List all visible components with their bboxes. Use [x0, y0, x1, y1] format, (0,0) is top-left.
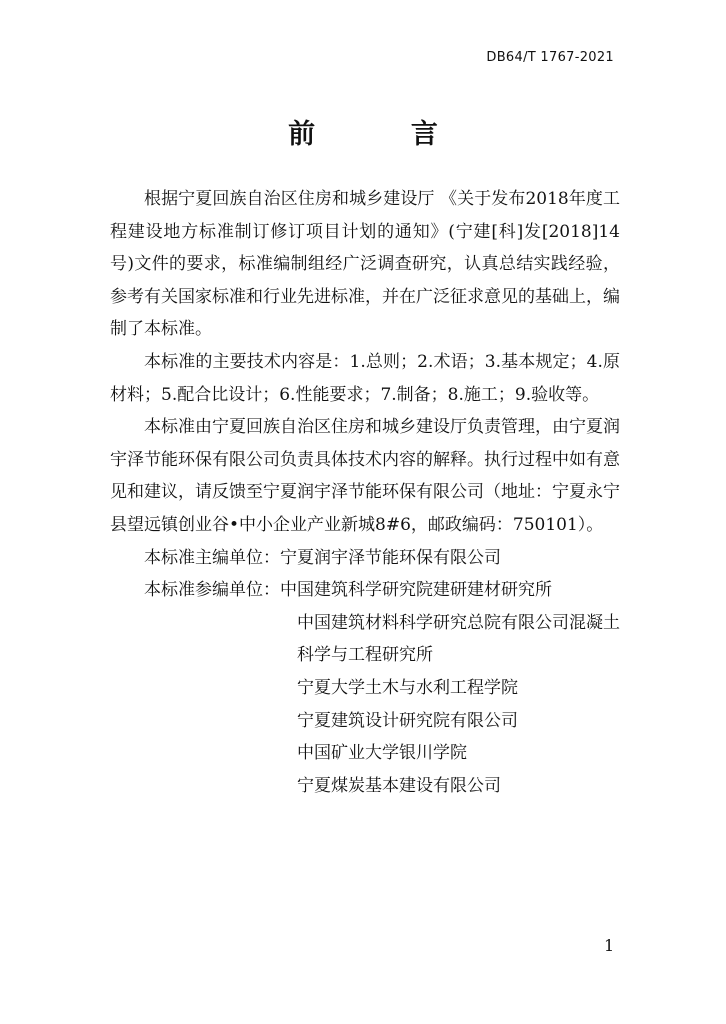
standard-code: DB64/T 1767-2021 — [486, 50, 614, 65]
chief-unit-label: 本标准主编单位： — [144, 547, 280, 568]
participating-unit-item: 中国建筑科学研究院建研建材研究所 — [280, 580, 552, 601]
paragraph-basis: 根据宁夏回族自治区住房和城乡建设厅 《关于发布2018年度工程建设地方标准制订修订项目计划的通知》(宁建[科]发[2018]14号)文件的要求，标准编制组经广泛调查研究，认真总结实践经验，参考有关国家标准和行业先进标准，并在广泛征求意见的基础上，编制了本标准。 — [110, 189, 620, 340]
paragraph-contents: 本标准的主要技术内容是：1.总则；2.术语；3.基本规定；4.原材料；5.配合比设计；6.性能要求；7.制备；8.施工；9.验收等。 — [110, 351, 620, 405]
chief-unit-row — [110, 542, 620, 575]
page-number: 1 — [604, 936, 615, 955]
paragraph-management: 本标准由宁夏回族自治区住房和城乡建设厅负责管理，由宁夏润宇泽节能环保有限公司负责具体技术内容的解释。执行过程中如有意见和建议，请反馈至宁夏润宇泽节能环保有限公司（地址：宁夏永宁县望远镇创业谷•中小企业产业新城8#6，邮政编码：750101）。 — [110, 417, 620, 535]
participating-unit-item: 中国建筑材料科学研究总院有限公司混凝土科学与工程研究所 — [297, 612, 620, 666]
participating-unit-row — [110, 574, 620, 607]
participating-unit-label: 本标准参编单位： — [144, 580, 280, 601]
foreword-body — [110, 183, 620, 802]
participating-unit-item: 宁夏煤炭基本建设有限公司 — [297, 775, 501, 796]
participating-unit-item: 宁夏建筑设计研究院有限公司 — [297, 710, 518, 731]
page-title: 前 言 — [288, 119, 482, 150]
chief-unit-value: 宁夏润宇泽节能环保有限公司 — [280, 547, 501, 568]
participating-unit-item: 中国矿业大学银川学院 — [297, 743, 467, 764]
participating-unit-item: 宁夏大学土木与水利工程学院 — [297, 677, 518, 698]
